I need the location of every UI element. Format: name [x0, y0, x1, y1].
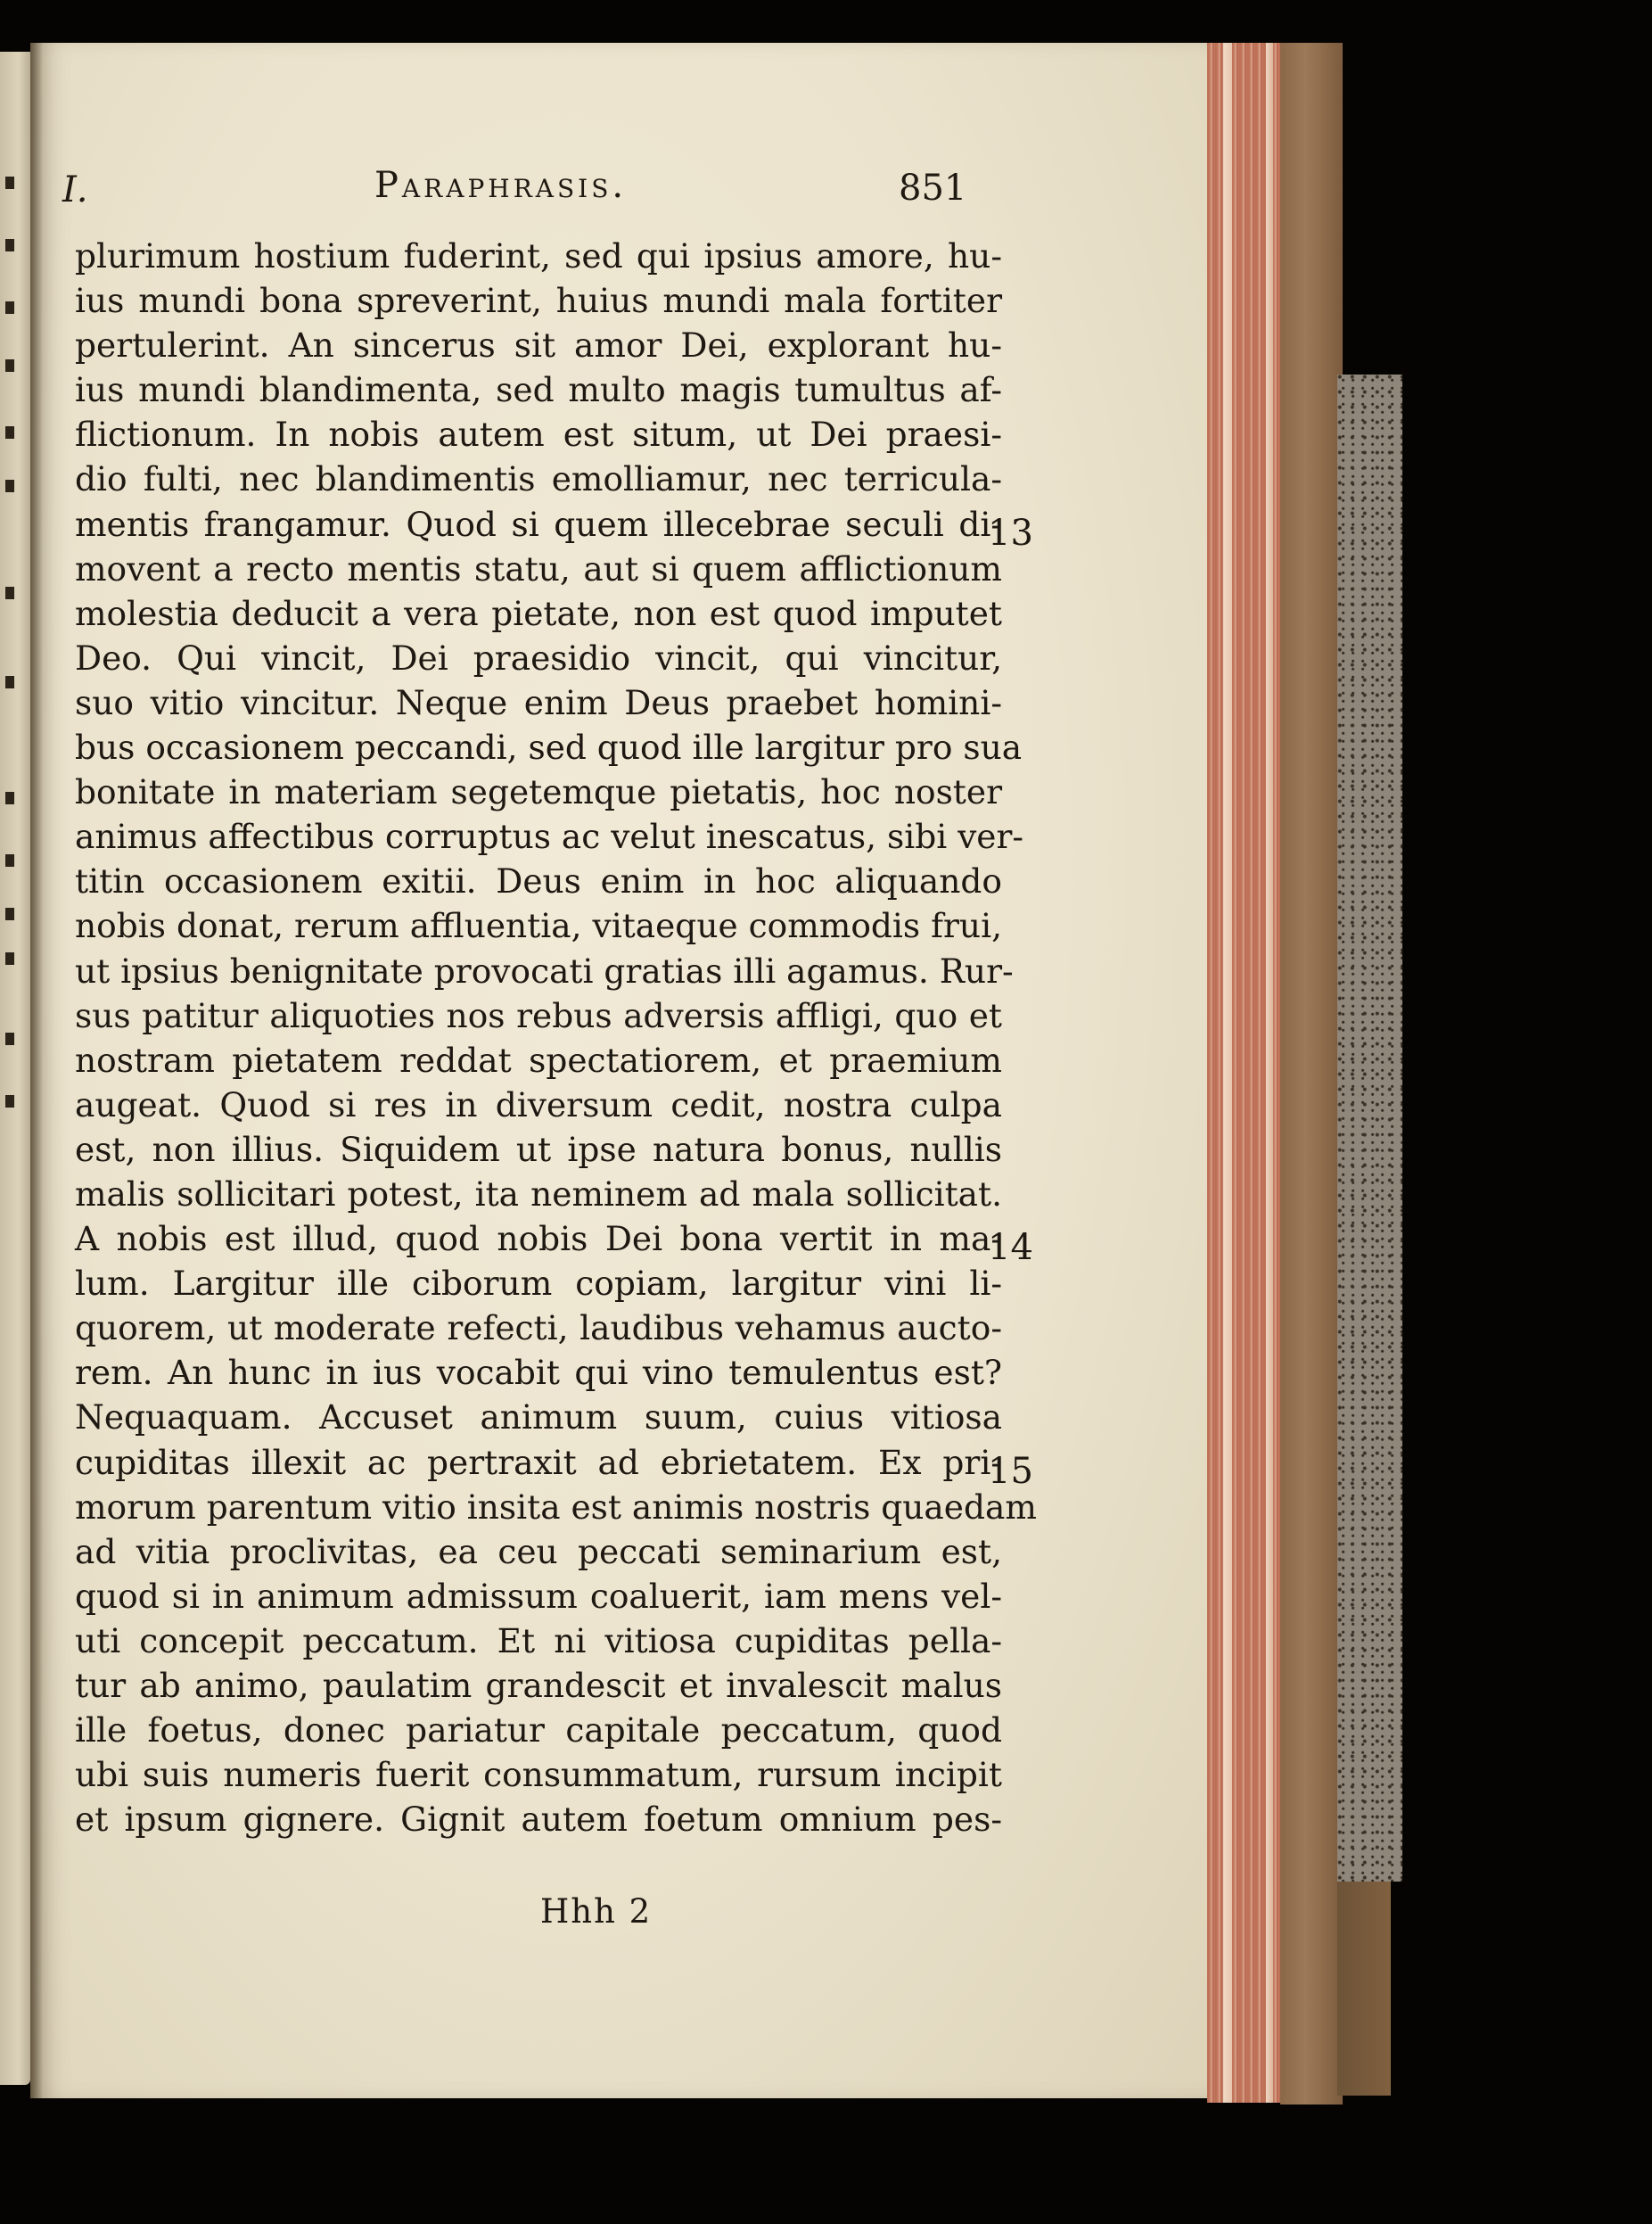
- text-line: mentis frangamur. Quod si quem illecebrae seculi di-: [75, 504, 1002, 544]
- text-line: morum parentum vitio insita est animis nostris quaedam: [75, 1487, 1037, 1527]
- text-line: ius mundi bona spreverint, huius mundi mala fortiter: [75, 281, 1002, 321]
- verse-number: 13: [988, 512, 1033, 554]
- verse-number: 15: [988, 1450, 1033, 1492]
- text-line: quod si in animum admissum coaluerit, iam mens vel-: [75, 1576, 1002, 1616]
- text-line: lum. Largitur ille ciborum copiam, largitur vini li-: [75, 1264, 1002, 1304]
- text-line: Deo. Qui vincit, Dei praesidio vincit, qui vincitur,: [75, 638, 1002, 678]
- text-line: A nobis est illud, quod nobis Dei bona vertit in ma-: [75, 1219, 1002, 1259]
- text-line: ubi suis numeris fuerit consummatum, rursum incipit: [75, 1755, 1002, 1795]
- text-line: malis sollicitari potest, ita neminem ad mala sollicitat.: [75, 1174, 1002, 1214]
- facing-page-edge: [0, 52, 30, 2085]
- chapter-marker: I.: [62, 169, 88, 210]
- cover-speckled-paper: [1337, 375, 1402, 1882]
- text-line: et ipsum gignere. Gignit autem foetum omnium pes-: [75, 1800, 1002, 1840]
- text-line: Nequaquam. Accuset animum suum, cuius vitiosa: [75, 1397, 1002, 1437]
- page-fore-edge: [1207, 43, 1280, 2103]
- text-line: rem. An hunc in ius vocabit qui vino temulentus est?: [75, 1353, 1002, 1393]
- text-line: plurimum hostium fuderint, sed qui ipsius amore, hu-: [75, 236, 1002, 276]
- text-line: ad vitia proclivitas, ea ceu peccati seminarium est,: [75, 1531, 1002, 1571]
- text-line: flictionum. In nobis autem est situm, ut Dei praesi-: [75, 415, 1002, 455]
- text-line: bonitate in materiam segetemque pietatis, hoc noster: [75, 772, 1002, 812]
- text-line: bus occasionem peccandi, sed quod ille largitur pro sua: [75, 728, 1023, 768]
- text-line: est, non illius. Siquidem ut ipse natura bonus, nullis: [75, 1129, 1002, 1169]
- text-line: nostram pietatem reddat spectatiorem, et praemium: [75, 1040, 1002, 1080]
- text-line: nobis donat, rerum affluentia, vitaeque commodis frui,: [75, 906, 1002, 946]
- cover-corner: [1337, 1882, 1391, 2096]
- cover-board: [1280, 43, 1343, 2105]
- signature-mark: Hhh 2: [540, 1892, 653, 1931]
- text-line: uti concepit peccatum. Et ni vitiosa cupiditas pella-: [75, 1620, 1002, 1660]
- text-line: ut ipsius benignitate provocati gratias illi agamus. Rur-: [75, 951, 1014, 991]
- text-line: suo vitio vincitur. Neque enim Deus praebet homini-: [75, 682, 1002, 722]
- text-line: animus affectibus corruptus ac velut inescatus, sibi ver-: [75, 817, 1024, 857]
- text-line: movent a recto mentis statu, aut si quem afflictionum: [75, 548, 1002, 589]
- running-title: Paraphrasis.: [374, 165, 628, 206]
- text-line: augeat. Quod si res in diversum cedit, nostra culpa: [75, 1084, 1002, 1124]
- text-line: ius mundi blandimenta, sed multo magis tumultus af-: [75, 370, 1002, 410]
- text-line: molestia deducit a vera pietate, non est quod imputet: [75, 593, 1002, 633]
- verse-number: 14: [988, 1227, 1033, 1269]
- text-line: tur ab animo, paulatim grandescit et invalescit malus: [75, 1666, 1002, 1705]
- text-line: titin occasionem exitii. Deus enim in hoc aliquando: [75, 861, 1002, 902]
- text-line: pertulerint. An sincerus sit amor Dei, explorant hu-: [75, 325, 1002, 366]
- text-line: ille foetus, donec pariatur capitale peccatum, quod: [75, 1710, 1002, 1750]
- text-line: quorem, ut moderate refecti, laudibus vehamus aucto-: [75, 1308, 1002, 1348]
- page-number: 851: [899, 168, 967, 209]
- text-line: dio fulti, nec blandimentis emolliamur, nec terricula-: [75, 459, 1002, 499]
- text-line: sus patitur aliquoties nos rebus adversis affligi, quo et: [75, 995, 1002, 1035]
- text-line: cupiditas illexit ac pertraxit ad ebrietatem. Ex pri-: [75, 1442, 1002, 1482]
- gutter-shadow: [30, 43, 43, 2098]
